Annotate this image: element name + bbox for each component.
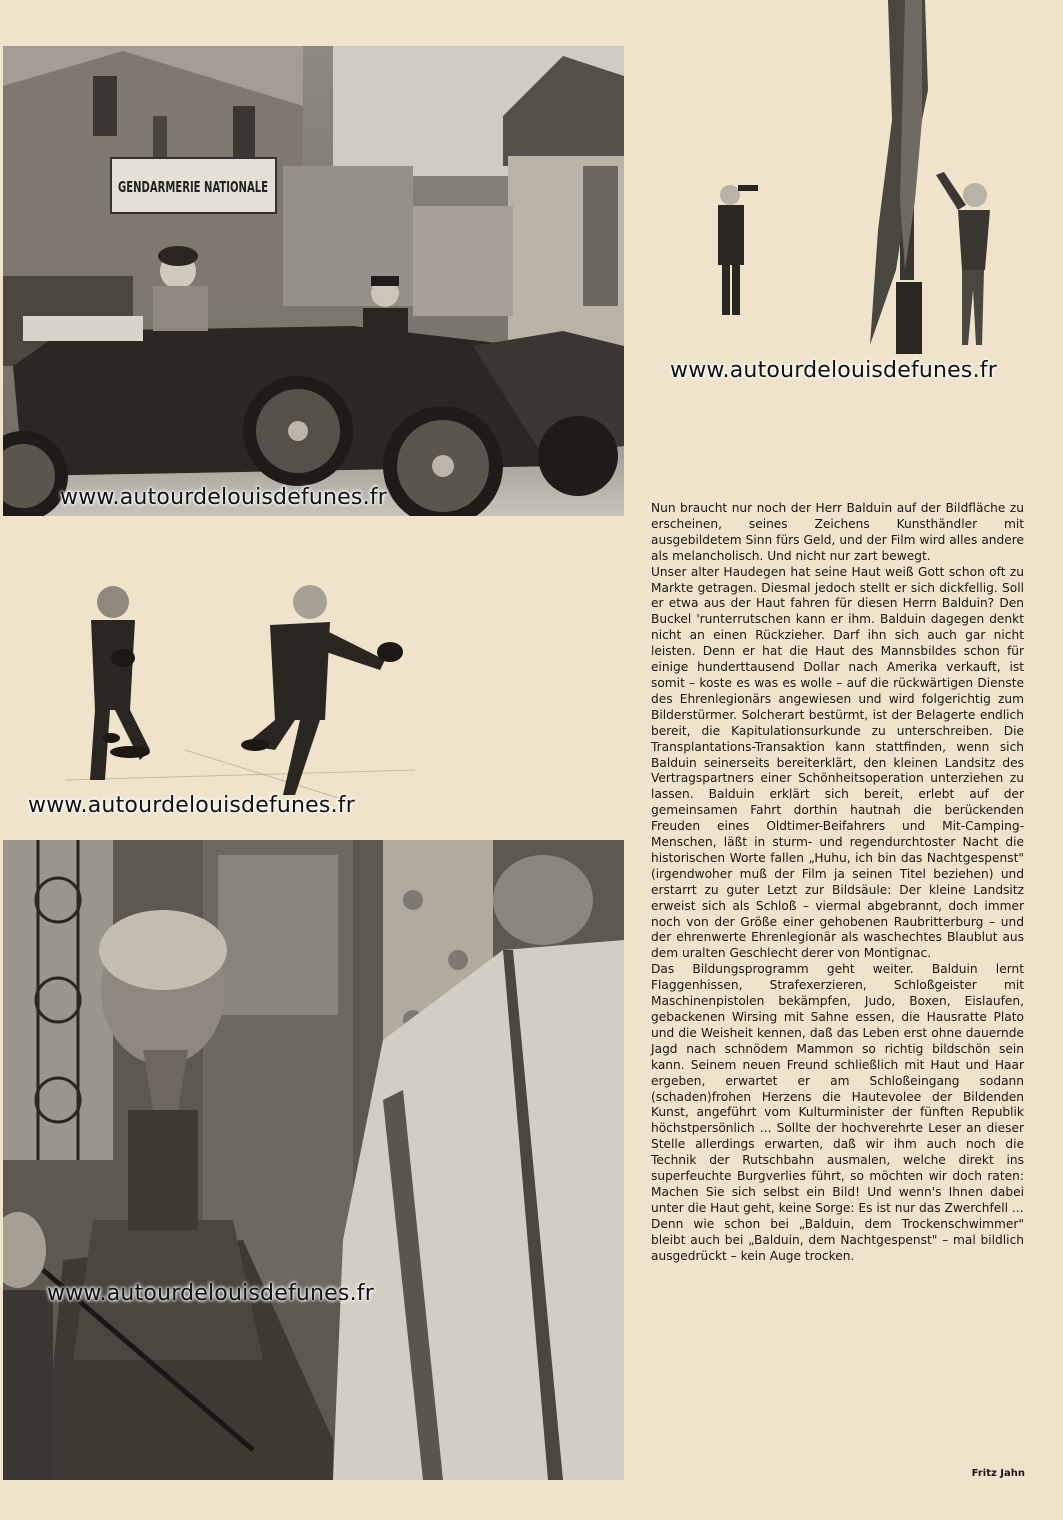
photo-flag-hoisting xyxy=(700,0,1030,370)
article-paragraph: Das Bildungsprogramm geht weiter. Balduin lernt Flaggenhissen, Strafexerzieren, Schloßgeister mit Maschinenpistolen bekämpfen, Judo, Boxen, Eislaufen, gebackenen Wirsing mit Sahne essen, die Hausratte Plato und die Weisheit kennen, daß das Leben erst ohne dauernde Jagd nach schnödem Mammon so richtig bildschön sein kann. Seinem neuen Freund schließlich mit Haut und Haar ergeben, erwartet er am Schloßeingang sodann (schaden)frohen Herzens die Hautevolee der Bildenden Kunst, angeführt vom Kulturminister der fünften Republik höchstpersönlich ... Sollte der hochverehrte Leser an dieser Stelle allerdings erwarten, daß wir ihm auch noch die Technik der Rutschbahn ausmalen, welche direkt ins superfeuchte Burgverlies führt, so möchten wir doch raten: Machen Sie sich selbst ein Bild! Und wenn's Ihnen dabei unter die Haut geht, keine Sorge: Es ist nur das Zwerchfell ... xyxy=(651,962,1024,1215)
watermark-car: www.autourdelouisdefunes.fr xyxy=(60,485,387,510)
photo-interior-scene xyxy=(3,840,624,1480)
article-paragraph: Unser alter Haudegen hat seine Haut weiß Gott schon oft zu Markte getragen. Diesmal jedoch stellt er sich dickfellig. Soll er etwa aus der Haut fahren für diesen Herrn Balduin? Den Buckel 'runterrutschen kann er ihm. Balduin dagegen denkt nicht an einen Rückzieher. Darf ihn sich auch gar nicht leisten. Denn er hat die Haut des Mannsbildes schon für einige hunderttausend Dollar nach Amerika verkauft, ist somit – koste es was es wolle – auf die rückwärtigen Dienste des Ehrenlegionärs angewiesen und wird folgerichtig zum Bilderstürmer. Solcherart bestürmt, ist der Belagerte endlich bereit, die Kapitulationsurkunde zu unterschreiben. Die Transplantations-Transaktion kann stattfinden, wenn sich Balduin seinerseits bereiterklärt, den kleinen Landsitz des Vertragspartners einer Schönheitsoperation unterziehen zu lassen. Balduin erklärt sich bereit, erlebt auf der gemeinsamen Fahrt dorthin hautnah die berückenden Freuden eines Oldtimer-Beifahrers und Mit-Camping-Menschen, läßt in sturm- und regendurchtoster Nacht die historischen Worte fallen „Huhu, ich bin das Nachtgespenst" (irgendwoher muß der Film ja seinen Titel beziehen) und erstarrt zu guter Letzt zur Bildsäule: Der kleine Landsitz erweist sich als Schloß – viermal abgebrannt, doch immer noch von der Größe einer gehobenen Raubritterburg – und der ehrenwerte Ehrenlegionär als waschechtes Blaublut aus dem uralten Geschlecht derer von Montignac. xyxy=(651,564,1024,961)
watermark-flag: www.autourdelouisdefunes.fr xyxy=(670,358,997,383)
watermark-boxing: www.autourdelouisdefunes.fr xyxy=(28,793,355,818)
article-byline: Fritz Jahn xyxy=(971,1468,1025,1479)
photo-car-gendarmerie xyxy=(3,46,624,516)
gendarmerie-sign-text: GENDARMERIE NATIONALE xyxy=(118,178,268,196)
photo-boxing xyxy=(45,570,425,810)
article-body xyxy=(651,501,1024,1265)
article-paragraph: Denn wie schon bei „Balduin, dem Trockenschwimmer" bleibt auch bei „Balduin, dem Nachtgespenst" – mal bildlich ausgedrückt – kein Auge trocken. xyxy=(651,1216,1024,1263)
watermark-bottom: www.autourdelouisdefunes.fr xyxy=(47,1281,374,1306)
article-paragraph: Nun braucht nur noch der Herr Balduin auf der Bildfläche zu erscheinen, seines Zeichens Kunsthändler mit ausgebildetem Sinn fürs Geld, und der Film wird alles andere als melancholisch. Und nicht nur zart bewegt. xyxy=(651,501,1024,563)
